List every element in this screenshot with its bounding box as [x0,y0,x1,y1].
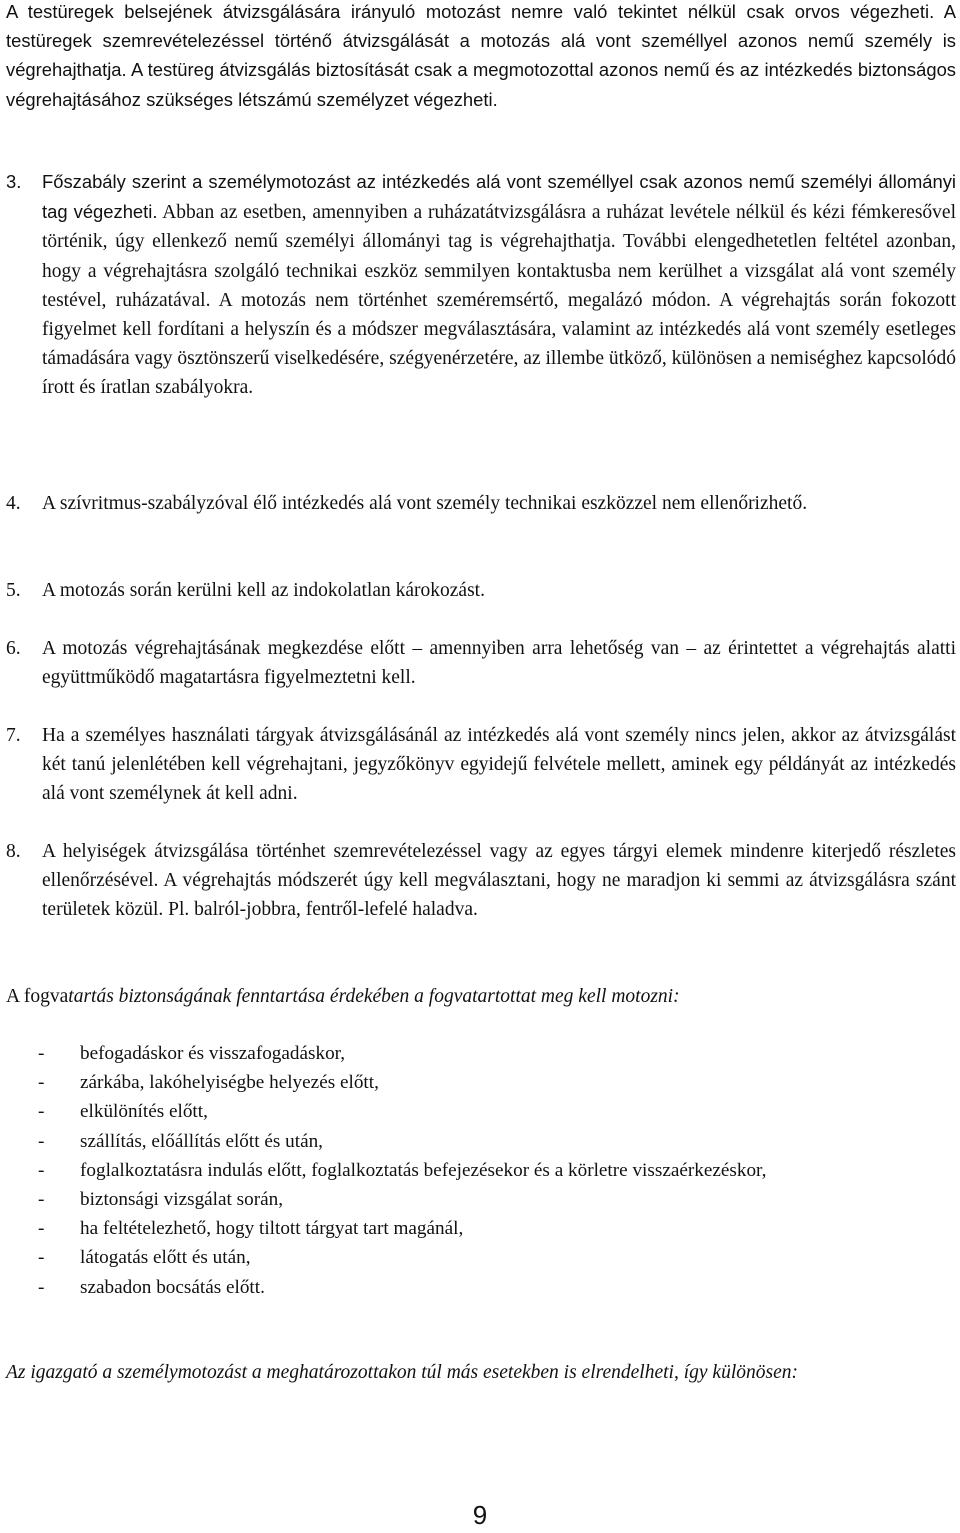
list-item: - biztonsági vizsgálat során, [38,1189,284,1211]
list-item: - szállítás, előállítás előtt és után, [38,1130,323,1152]
custody-heading-italic: tartás biztonságának fenntartása érdekében a fogvatartottat meg kell motozni: [68,986,680,1007]
item-3-lead: Főszabály szerint a személymotozást az intézkedés alá vont személlyel csak azonos nemű személyi állományi tag végezheti. [42,171,956,223]
item-5-number: 5. [6,580,21,601]
item-3-number: 3. [6,171,22,192]
list-item: - befogadáskor és visszafogadáskor, [38,1043,346,1064]
item-7-number: 7. [6,725,21,746]
list-item: - szabadon bocsátás előtt. [38,1276,265,1298]
list-item: - elkülönítés előtt, [38,1101,208,1123]
item-7-text: Ha a személyes használati tárgyak átvizsgálásánál az intézkedés alá vont személy nincs jelen, akkor az átvizsgálást két tanú jelenlétében kell végrehajtani, jegyzőkönyv egyidejű felvétele mellett, aminek egy példányát az intézkedés alá vont személynek át kell adni. [42,725,956,805]
custody-cases-list [38,1039,938,1302]
item-4-text: A szívritmus-szabályzóval élő intézkedés alá vont személy technikai eszközzel nem ellenőrizhető. [42,493,808,514]
intro-paragraph: A testüregek belsejének átvizsgálására irányuló motozást nemre való tekintet nélkül csak orvos végezheti. A testüregek szemrevételezéssel történő átvizsgálását a motozás alá vont személlyel azonos nemű személy is végrehajthatja. A testüreg átvizsgálás biztosítását csak a megmotozottal azonos nemű és az intézkedés biztonságos végrehajtásához szükséges létszámú személyzet végezheti. [6,1,956,110]
item-8 [6,837,956,925]
item-3-rest: Abban az esetben, amennyiben a ruházatátvizsgálásra a ruházat levétele nélkül és kézi fémkeresővel történik, úgy ellenkező nemű személyi állományi tag is végrehajthatja. További elengedhetetlen feltétel azonban, hogy a végrehajtásra szolgáló technikai eszköz semmilyen kontaktusba nem kerülhet a vizsgálat alá vont személy testével, ruházatával. A motozás nem történhet szeméremsértő, megalázó módon. A végrehajtás során fokozott figyelmet kell fordítani a helyszín és a módszer megválasztására, valamint az intézkedés alá vont személy esetleges támadására vagy ösztönszerű viselkedésére, szégyenérzetére, az illembe ütköző, különösen a nemiséghez kapcsolódó írott és íratlan szabályokra. [42,202,956,399]
list-item: - ha feltételezhető, hogy tiltott tárgyat tart magánál, [38,1218,464,1240]
list-item: - foglalkoztatásra indulás előtt, foglalkoztatás befejezésekor és a körletre visszaérkezéskor, [38,1159,767,1181]
item-6-text: A motozás végrehajtásának megkezdése előtt – amennyiben arra lehetőség van – az érintettet a végrehajtás alatti együttműködő magatartásra figyelmeztetni kell. [42,638,956,689]
item-5-text: A motozás során kerülni kell az indokolatlan károkozást. [42,580,485,601]
item-6 [6,634,956,692]
item-4-number: 4. [6,493,21,514]
custody-heading [6,982,956,1011]
item-3 [6,167,956,403]
item-4 [6,489,956,518]
closing-paragraph: Az igazgató a személymotozást a meghatározottakon túl más esetekben is elrendelheti, így különösen: [6,1362,798,1383]
item-8-text: A helyiségek átvizsgálása történhet szemrevételezéssel vagy az egyes tárgyi elemek mindenre kiterjedő részletes ellenőrzésével. A végrehajtás módszerét úgy kell megválasztani, hogy ne maradjon ki semmi az átvizsgálásra szánt területek közül. Pl. balról-jobbra, fentről-lefelé haladva. [42,841,956,921]
item-8-number: 8. [6,841,21,862]
item-7 [6,721,956,809]
item-5 [6,576,956,605]
custody-heading-normal: A fogva [6,986,69,1007]
list-item: - látogatás előtt és után, [38,1247,251,1269]
list-item: - zárkába, lakóhelyiségbe helyezés előtt, [38,1072,379,1094]
item-6-number: 6. [6,638,21,659]
page-number: 9 [472,1500,488,1530]
